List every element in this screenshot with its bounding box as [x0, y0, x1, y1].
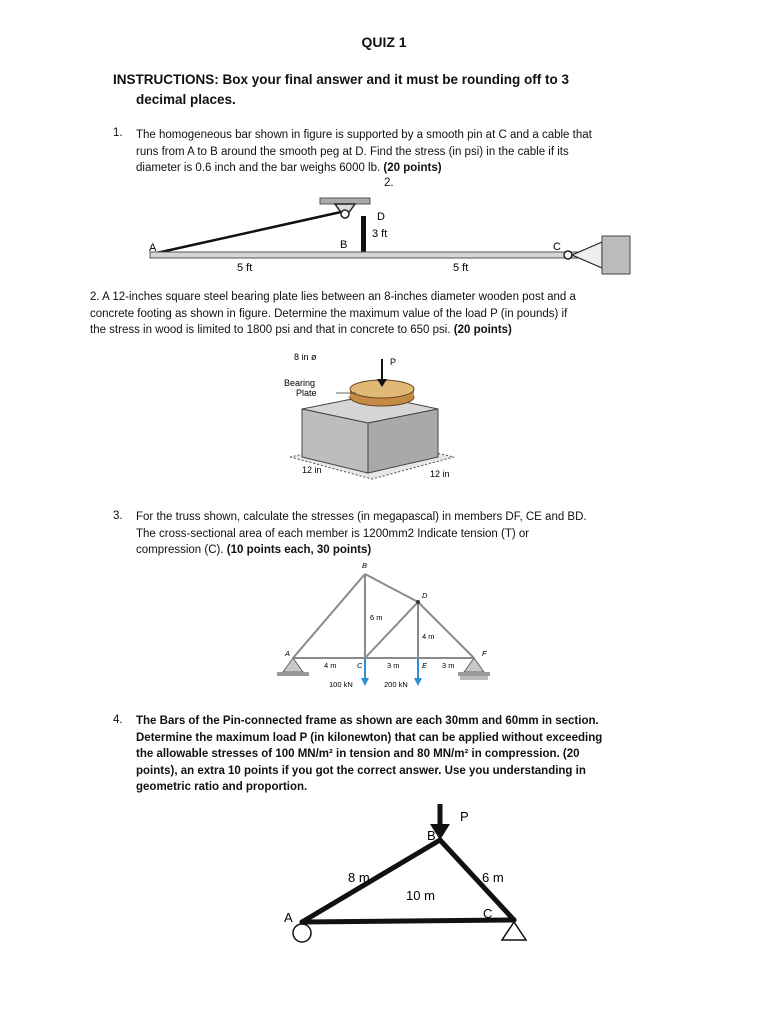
- q4-line-4-points: points),: [136, 764, 178, 777]
- q2-line-2: concrete footing as shown in figure. Determine the maximum value of the load P (in pounds) if: [90, 307, 568, 320]
- member-cd: [365, 602, 418, 658]
- span-1: 4 m: [324, 661, 337, 670]
- bearing-plate-figure: [272, 345, 472, 485]
- diameter-label: 8 in ø: [294, 352, 317, 362]
- right-span-label: 5 ft: [453, 262, 469, 274]
- support-f: [464, 658, 484, 672]
- question-3-text: [136, 509, 696, 559]
- load-c-arrowhead: [361, 678, 369, 686]
- bar-ab: [302, 840, 440, 922]
- q2-points: (20 points): [453, 324, 512, 336]
- label-d: D: [377, 211, 385, 223]
- label-d: D: [422, 591, 428, 600]
- label-f: F: [482, 649, 487, 658]
- q4-line-3-points: (20: [562, 748, 580, 760]
- ground-f: [458, 672, 490, 676]
- cable-ab: [152, 212, 341, 254]
- load-label: P: [390, 357, 397, 367]
- height-6m: 6 m: [370, 613, 383, 622]
- ceiling-support: [320, 198, 370, 204]
- label-c: C: [553, 241, 561, 253]
- bar-cable-figure: [140, 190, 640, 275]
- figure-number: 2.: [384, 177, 394, 189]
- label-b: B: [362, 561, 368, 570]
- bar: [150, 252, 595, 258]
- load-e-arrowhead: [414, 678, 422, 686]
- height-label: 3 ft: [372, 228, 388, 240]
- wall: [602, 236, 630, 274]
- quiz-title: QUIZ 1: [361, 34, 407, 50]
- label-c: C: [357, 661, 363, 670]
- label-p: P: [460, 809, 469, 824]
- pin-bracket: [572, 242, 602, 268]
- joint-d: [416, 600, 420, 604]
- ground-a: [277, 672, 309, 676]
- label-a: A: [149, 242, 157, 254]
- q3-number: 3.: [113, 510, 123, 522]
- label-a: A: [285, 649, 291, 658]
- q4-line-5: geometric ratio and proportion.: [136, 781, 308, 793]
- q1-number: 1.: [113, 127, 123, 139]
- q4-line-2: Determine the maximum load P (in kilonewton) that can be applied without exceeding: [136, 731, 603, 744]
- post-bd: [361, 216, 366, 256]
- q3-line-1: For the truss shown, calculate the stresses (in megapascal) in members DF, CE and BD.: [136, 511, 587, 523]
- instructions-line-1: INSTRUCTIONS: Box your final answer and it must be rounding off to 3: [113, 72, 570, 87]
- q1-points: (20 points): [383, 162, 442, 174]
- q4-line-1: The Bars of the Pin-connected frame as shown are each 30mm and 60mm in section.: [136, 715, 599, 727]
- bearing-label-2: Plate: [296, 388, 317, 398]
- span-2: 3 m: [387, 661, 400, 670]
- q3-line-3: [136, 542, 696, 559]
- label-b: B: [427, 828, 436, 843]
- rollers-f: [460, 676, 488, 680]
- span-3: 3 m: [442, 661, 455, 670]
- support-a: [283, 658, 303, 672]
- member-df: [418, 602, 474, 658]
- label-right-bar: 6 m: [482, 870, 504, 885]
- label-b: B: [340, 239, 348, 251]
- question-4-text: [136, 713, 679, 796]
- bearing-label-1: Bearing: [284, 378, 316, 388]
- q4-line-4: [136, 763, 679, 780]
- instructions: [113, 70, 653, 110]
- instructions-line-2: decimal places.: [136, 92, 236, 107]
- peg-d: [341, 210, 349, 218]
- q2-line-3-text: the stress in wood is limited to 1800 psi and that in concrete to 650 psi.: [90, 324, 451, 336]
- label-a: A: [284, 910, 293, 925]
- member-ab: [293, 574, 365, 658]
- q3-line-2: The cross-sectional area of each member is 1200mm2 Indicate tension (T) or: [136, 527, 530, 540]
- q1-line-2: runs from A to B around the smooth peg at D. Find the stress (in psi) in the cable if its: [136, 145, 569, 158]
- q1-line-3: [136, 160, 696, 177]
- q4-line-4-text: an extra 10 points if you got the correct answer. Use you understanding in: [180, 764, 586, 777]
- q2-line-3: [90, 322, 690, 339]
- q4-number: 4.: [113, 714, 123, 726]
- roller-a: [293, 924, 311, 942]
- truss-figure: [272, 560, 497, 695]
- question-1-text: [136, 127, 696, 177]
- question-2-text: [90, 289, 690, 339]
- q3-line-3-text: compression (C).: [136, 544, 224, 556]
- pin-support-c: [502, 922, 526, 940]
- q4-line-3-text: the allowable stresses of 100 MN/m² in tension and 80 MN/m² in compression.: [136, 748, 560, 760]
- member-bd: [365, 574, 418, 602]
- label-e: E: [422, 661, 428, 670]
- load-100kn: 100 kN: [329, 680, 353, 689]
- label-base: 10 m: [406, 888, 435, 903]
- label-left-bar: 8 m: [348, 870, 370, 885]
- label-c: C: [483, 906, 493, 921]
- q1-line-1: The homogeneous bar shown in figure is supported by a smooth pin at C and a cable that: [136, 129, 592, 141]
- left-width-label: 12 in: [302, 465, 322, 475]
- load-200kn: 200 kN: [384, 680, 408, 689]
- right-width-label: 12 in: [430, 469, 450, 479]
- left-span-label: 5 ft: [237, 262, 253, 274]
- frame-figure: [272, 800, 552, 950]
- q4-line-3: [136, 746, 679, 763]
- q2-line-1: 2. A 12-inches square steel bearing plate lies between an 8-inches diameter wooden post and a: [90, 291, 576, 303]
- q3-points: (10 points each, 30 points): [226, 544, 372, 556]
- q1-line-3-text: diameter is 0.6 inch and the bar weighs 6000 lb.: [136, 162, 381, 174]
- height-4m: 4 m: [422, 632, 435, 641]
